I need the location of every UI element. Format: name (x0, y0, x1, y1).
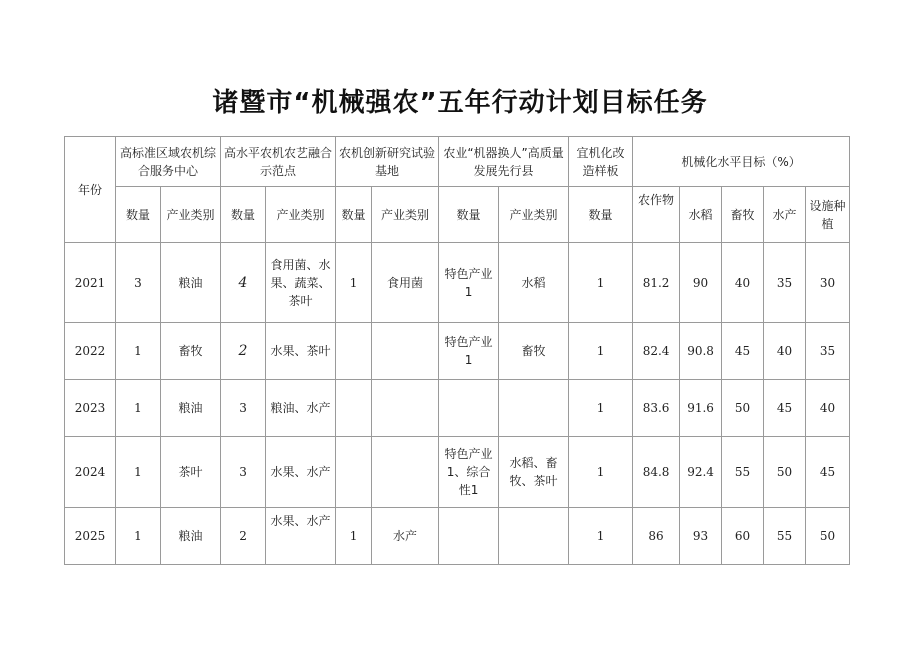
cell-aquatic: 40 (764, 323, 806, 380)
cell-g3-category (372, 323, 439, 380)
cell-rice: 93 (680, 508, 722, 565)
cell-g1-count: 1 (116, 323, 161, 380)
document-title: 诸暨市“机械强农”五年行动计划目标任务 (212, 88, 708, 118)
cell-year: 2022 (65, 323, 116, 380)
cell-g1-category: 茶叶 (161, 437, 221, 508)
header-rice: 水稻 (680, 187, 722, 243)
targets-table (64, 136, 850, 565)
cell-g4-count: 特色产业1 (439, 243, 499, 323)
cell-livestock: 55 (722, 437, 764, 508)
header-facility: 设施种植 (806, 187, 850, 243)
cell-g1-category: 粮油 (161, 380, 221, 437)
cell-g1-category: 畜牧 (161, 323, 221, 380)
cell-rice: 90 (680, 243, 722, 323)
cell-g3-count: 1 (336, 243, 372, 323)
cell-g1-count: 3 (116, 243, 161, 323)
table-row (65, 380, 850, 437)
header-count: 数量 (439, 187, 499, 243)
header-category: 产业类别 (266, 187, 336, 243)
cell-crops: 83.6 (633, 380, 680, 437)
header-research-base: 农机创新研究试验基地 (336, 137, 439, 187)
cell-facility: 35 (806, 323, 850, 380)
cell-facility: 50 (806, 508, 850, 565)
header-count: 数量 (221, 187, 266, 243)
cell-g4-category: 水稻、畜牧、茶叶 (499, 437, 569, 508)
cell-g2-category: 食用菌、水果、蔬菜、茶叶 (266, 243, 336, 323)
cell-year: 2023 (65, 380, 116, 437)
cell-year: 2024 (65, 437, 116, 508)
cell-g4-category (499, 380, 569, 437)
cell-g1-category: 粮油 (161, 243, 221, 323)
cell-g2-count: 4 (221, 243, 266, 323)
cell-crops: 84.8 (633, 437, 680, 508)
table-row (65, 508, 850, 565)
cell-rice: 90.8 (680, 323, 722, 380)
header-crops: 农作物 (633, 187, 680, 243)
cell-g3-category (372, 437, 439, 508)
cell-facility: 45 (806, 437, 850, 508)
cell-rice: 91.6 (680, 380, 722, 437)
cell-aquatic: 50 (764, 437, 806, 508)
cell-livestock: 60 (722, 508, 764, 565)
cell-g5-count: 1 (569, 323, 633, 380)
cell-g3-count: 1 (336, 508, 372, 565)
cell-g2-category: 粮油、水产 (266, 380, 336, 437)
cell-livestock: 50 (722, 380, 764, 437)
cell-g3-category (372, 380, 439, 437)
cell-g2-count: 3 (221, 437, 266, 508)
header-category: 产业类别 (372, 187, 439, 243)
header-retrofit-model: 宜机化改造样板 (569, 137, 633, 187)
cell-facility: 30 (806, 243, 850, 323)
cell-g4-category: 水稻 (499, 243, 569, 323)
table-row (65, 243, 850, 323)
table-row (65, 323, 850, 380)
cell-g2-category: 水果、茶叶 (266, 323, 336, 380)
header-pilot-county: 农业“机器换人”高质量发展先行县 (439, 137, 569, 187)
cell-g2-count: 3 (221, 380, 266, 437)
cell-g4-count: 特色产业1、综合性1 (439, 437, 499, 508)
header-count: 数量 (116, 187, 161, 243)
header-category: 产业类别 (161, 187, 221, 243)
cell-crops: 86 (633, 508, 680, 565)
cell-crops: 81.2 (633, 243, 680, 323)
cell-g5-count: 1 (569, 380, 633, 437)
cell-g4-count (439, 508, 499, 565)
header-demo-site: 高水平农机农艺融合示范点 (221, 137, 336, 187)
header-count: 数量 (569, 187, 633, 243)
cell-crops: 82.4 (633, 323, 680, 380)
cell-g2-count: 2 (221, 508, 266, 565)
cell-g2-count: 2 (221, 323, 266, 380)
header-livestock: 畜牧 (722, 187, 764, 243)
cell-g4-category: 畜牧 (499, 323, 569, 380)
header-service-center: 高标准区域农机综合服务中心 (116, 137, 221, 187)
cell-aquatic: 35 (764, 243, 806, 323)
cell-g3-category: 食用菌 (372, 243, 439, 323)
header-count: 数量 (336, 187, 372, 243)
cell-g2-category: 水果、水产 (266, 437, 336, 508)
cell-year: 2021 (65, 243, 116, 323)
cell-g1-category: 粮油 (161, 508, 221, 565)
cell-g5-count: 1 (569, 243, 633, 323)
cell-g5-count: 1 (569, 508, 633, 565)
cell-facility: 40 (806, 380, 850, 437)
table-row (65, 437, 850, 508)
cell-g3-count (336, 323, 372, 380)
cell-aquatic: 45 (764, 380, 806, 437)
cell-g1-count: 1 (116, 508, 161, 565)
cell-g1-count: 1 (116, 380, 161, 437)
cell-g5-count: 1 (569, 437, 633, 508)
header-category: 产业类别 (499, 187, 569, 243)
cell-livestock: 40 (722, 243, 764, 323)
cell-g2-category: 水果、水产 (266, 508, 336, 565)
cell-aquatic: 55 (764, 508, 806, 565)
cell-g3-category: 水产 (372, 508, 439, 565)
cell-g3-count (336, 437, 372, 508)
cell-g4-count (439, 380, 499, 437)
header-year: 年份 (65, 137, 116, 243)
cell-year: 2025 (65, 508, 116, 565)
header-aquatic: 水产 (764, 187, 806, 243)
cell-g3-count (336, 380, 372, 437)
cell-rice: 92.4 (680, 437, 722, 508)
header-mechanization-target: 机械化水平目标（%） (633, 137, 850, 187)
cell-g4-category (499, 508, 569, 565)
cell-g4-count: 特色产业1 (439, 323, 499, 380)
cell-g1-count: 1 (116, 437, 161, 508)
cell-livestock: 45 (722, 323, 764, 380)
